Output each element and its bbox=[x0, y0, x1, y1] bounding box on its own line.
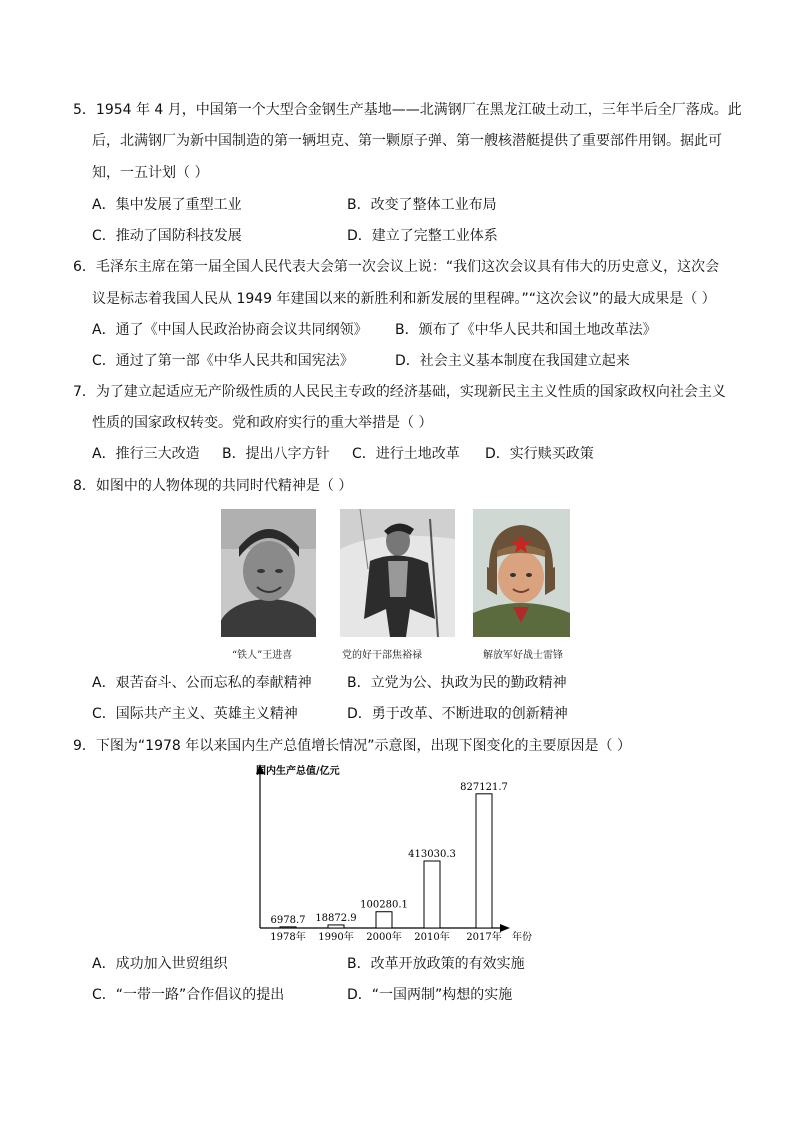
q8-option-d: D．勇于改革、不断进取的创新精神 bbox=[347, 706, 568, 722]
bar-2017年 bbox=[476, 794, 492, 928]
q8-option-a: A．艰苦奋斗、公而忘私的奉献精神 bbox=[92, 675, 312, 691]
q6-option-a: A．通了《中国人民政治协商会议共同纲领》 bbox=[92, 322, 368, 338]
q9-option-a: A．成功加入世贸组织 bbox=[92, 956, 228, 972]
q6-stem-line1: 6．毛泽东主席在第一届全国人民代表大会第一次会议上说：“我们这次会议具有伟大的历史意义，这次会 bbox=[73, 259, 720, 275]
gdp-growth-chart bbox=[248, 760, 548, 948]
value-label-2017年: 827121.7 bbox=[460, 781, 508, 793]
value-label-2010年: 413030.3 bbox=[408, 848, 456, 860]
q6-option-b: B．颁布了《中华人民共和国土地改革法》 bbox=[395, 322, 657, 338]
q5-stem-line3: 知，一五计划（ ） bbox=[92, 165, 209, 181]
q8-option-c: C．国际共产主义、英雄主义精神 bbox=[92, 706, 298, 722]
caption-wang-jinxi: “铁人”王进喜 bbox=[232, 650, 293, 661]
q9-option-b: B．改革开放政策的有效实施 bbox=[347, 956, 525, 972]
q5-option-a: A．集中发展了重型工业 bbox=[92, 197, 242, 213]
q9-option-c: C．“一带一路”合作倡议的提出 bbox=[92, 987, 285, 1003]
q7-option-a: A．推行三大改造 bbox=[92, 446, 200, 462]
value-label-1990年: 18872.9 bbox=[315, 912, 357, 924]
value-label-1978年: 6978.7 bbox=[270, 914, 306, 926]
q6-stem-line2: 议是标志着我国人民从 1949 年建国以来的新胜利和新发展的里程碑。”“这次会议”的最大成果是（ ） bbox=[92, 291, 716, 307]
caption-lei-feng: 解放军好战士雷锋 bbox=[483, 650, 563, 661]
q6-option-d: D．社会主义基本制度在我国建立起来 bbox=[395, 353, 630, 369]
x-axis-label: 年份 bbox=[512, 932, 532, 943]
q9-option-d: D．“一国两制”构想的实施 bbox=[347, 987, 513, 1003]
q5-option-c: C．推动了国防科技发展 bbox=[92, 228, 242, 244]
q7-option-c: C．进行土地改革 bbox=[352, 446, 460, 462]
bar-1990年 bbox=[328, 925, 344, 928]
q8-stem-line1: 8．如图中的人物体现的共同时代精神是（ ） bbox=[73, 478, 353, 494]
q7-option-b: B．提出八字方针 bbox=[222, 446, 330, 462]
q7-option-d: D．实行赎买政策 bbox=[485, 446, 594, 462]
x-tick-label-1978年: 1978年 bbox=[270, 932, 306, 943]
q7-stem-line2: 性质的国家政权转变。党和政府实行的重大举措是（ ） bbox=[92, 415, 433, 431]
x-axis-arrow bbox=[500, 924, 510, 932]
x-tick-label-1990年: 1990年 bbox=[318, 932, 354, 943]
caption-jiao-yulu: 党的好干部焦裕禄 bbox=[342, 650, 422, 661]
bar-2000年 bbox=[376, 912, 392, 928]
y-axis-label: 国内生产总值/亿元 bbox=[256, 766, 340, 777]
q5-option-d: D．建立了完整工业体系 bbox=[347, 228, 498, 244]
photo-lei-feng bbox=[473, 509, 570, 637]
value-label-2000年: 100280.1 bbox=[360, 899, 408, 911]
photo-jiao-yulu bbox=[340, 509, 455, 637]
bar-1978年 bbox=[280, 927, 296, 928]
q5-option-b: B．改变了整体工业布局 bbox=[347, 197, 497, 213]
bar-2010年 bbox=[424, 861, 440, 928]
q6-option-c: C．通过了第一部《中华人民共和国宪法》 bbox=[92, 353, 354, 369]
photo-wang-jinxi bbox=[221, 509, 316, 637]
x-tick-label-2010年: 2010年 bbox=[414, 932, 450, 943]
q9-stem-line1: 9．下图为“1978 年以来国内生产总值增长情况”示意图，出现下图变化的主要原因是（ ） bbox=[73, 738, 631, 754]
q7-stem-line1: 7．为了建立起适应无产阶级性质的人民民主专政的经济基础，实现新民主主义性质的国家政权向社会主义 bbox=[73, 384, 726, 400]
x-tick-label-2017年: 2017年 bbox=[466, 932, 502, 943]
x-tick-label-2000年: 2000年 bbox=[366, 932, 402, 943]
q5-stem-line2: 后，北满钢厂为新中国制造的第一辆坦克、第一颗原子弹、第一艘核潜艇提供了重要部件用钢。据此可 bbox=[92, 133, 722, 149]
q5-stem-line1: 5．1954 年 4 月，中国第一个大型合金钢生产基地——北满钢厂在黑龙江破土动工，三年半后全厂落成。此 bbox=[73, 102, 742, 118]
q8-option-b: B．立党为公、执政为民的勤政精神 bbox=[347, 675, 567, 691]
